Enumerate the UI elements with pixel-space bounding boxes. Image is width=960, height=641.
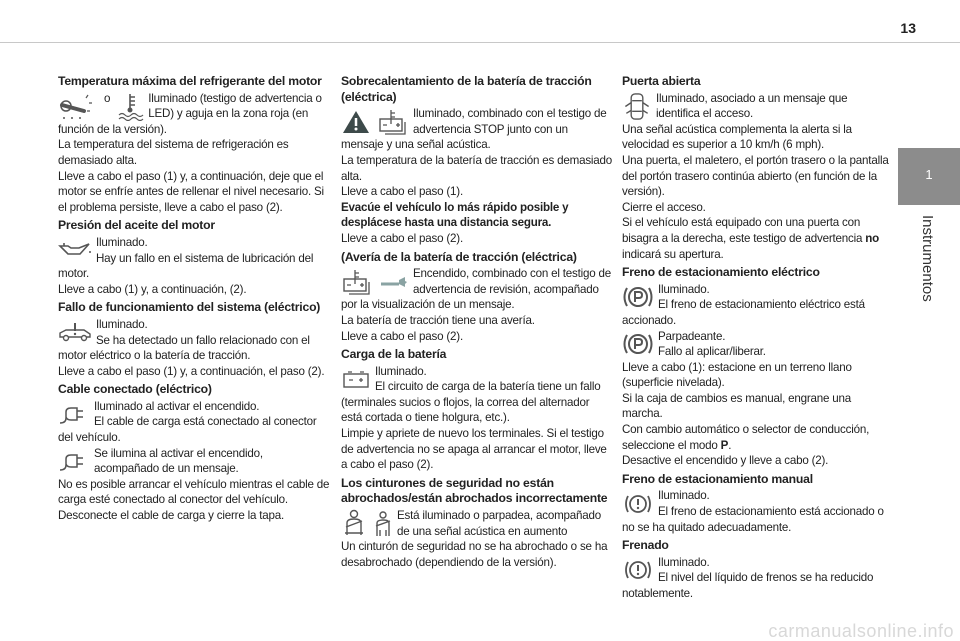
text-segment: No es posible arrancar el vehículo mientras el cable de carga esté conectado al conector del vehículo.	[58, 477, 330, 507]
paragraph	[58, 508, 330, 524]
text-segment: La temperatura de la batería de tracción es demasiado alta.	[341, 153, 613, 183]
bold-text: P	[720, 438, 729, 452]
bold-text: no	[865, 231, 880, 245]
paragraph	[58, 137, 330, 168]
paragraph	[622, 122, 892, 153]
text-segment: Iluminado.	[658, 282, 710, 296]
paragraph	[341, 508, 613, 539]
paragraph	[58, 282, 330, 298]
icon-group	[622, 555, 654, 586]
icon-group	[341, 106, 409, 137]
paragraph	[58, 446, 330, 477]
text-segment: indicará su apertura.	[622, 247, 724, 261]
icon-group	[58, 399, 90, 430]
column-1	[58, 74, 330, 527]
text-segment: Si el vehículo está equipado con una puerta con bisagra a la derecha, este testigo de advertencia	[622, 216, 866, 245]
paragraph	[341, 426, 613, 473]
oil-can-icon	[58, 240, 92, 260]
icon-group	[622, 488, 654, 519]
paragraph	[622, 282, 892, 329]
warning-section	[58, 74, 330, 215]
chapter-tab-number: 1	[925, 167, 933, 182]
column-2	[341, 74, 613, 573]
paragraph	[622, 555, 892, 602]
text-segment: Lleve a cabo (1): estacione en un terreno llano (superficie nivelada).	[622, 360, 852, 390]
parking-brake-p-icon	[622, 284, 654, 310]
text-segment: El freno de estacionamiento está accionado o no se ha quitado adecuadamente.	[622, 505, 884, 534]
text-segment: Hay un fallo en el sistema de lubricación del motor.	[58, 251, 314, 281]
text-segment: Desactive el encendido y lleve a cabo (2).	[622, 454, 829, 468]
paragraph	[58, 399, 330, 446]
text-segment: Lleve a cabo el paso (1) y, a continuación, el paso (2).	[58, 364, 325, 378]
warning-section	[341, 250, 613, 345]
or-label: o	[104, 91, 111, 105]
text-segment: Lleve a cabo el paso (1).	[341, 185, 463, 199]
text-segment: Iluminado.	[375, 364, 427, 378]
section-heading: Fallo de funcionamiento del sistema (eléctrico)	[58, 300, 321, 315]
warning-section	[622, 472, 892, 535]
warning-section	[341, 476, 613, 571]
warning-section	[341, 74, 613, 247]
icon-group	[58, 91, 144, 122]
charging-plug-icon	[58, 403, 90, 425]
text-segment: El freno de estacionamiento eléctrico está accionado.	[622, 298, 865, 327]
page-number: 13	[900, 20, 916, 36]
paragraph	[622, 91, 892, 122]
warning-section	[622, 74, 892, 262]
text-segment: Cierre el acceso.	[622, 200, 706, 214]
text-segment: Fallo al aplicar/liberar.	[658, 345, 766, 359]
watermark: carmanualsonline.info	[768, 621, 954, 641]
warning-section	[58, 300, 330, 379]
text-segment: Una puerta, el maletero, el portón trasero o la pantalla del portón trasero continúa abierto (en función de la versión).	[622, 153, 889, 199]
paragraph	[622, 391, 892, 422]
paragraph	[341, 266, 613, 313]
icon-group	[341, 266, 409, 297]
paragraph	[58, 364, 330, 380]
icon-group	[622, 282, 654, 313]
seatbelt-small-icon	[373, 510, 393, 538]
charging-plug-icon	[58, 450, 90, 472]
text-segment: Si la caja de cambios es manual, engrane una marcha.	[622, 391, 852, 421]
text-segment: Lleve a cabo el paso (2).	[341, 329, 463, 343]
warning-section	[58, 218, 330, 297]
warning-section	[341, 347, 613, 473]
parking-brake-p-icon	[622, 331, 654, 357]
section-heading: Carga de la batería	[341, 347, 447, 362]
text-segment: Iluminado.	[658, 489, 710, 503]
battery-temperature-icon	[341, 268, 373, 296]
bold-text: Evacúe el vehículo lo más rápido posible y desplácese hasta una distancia segura.	[341, 200, 569, 230]
wrench-icon	[379, 275, 409, 289]
section-heading: Puerta abierta	[622, 74, 701, 88]
brake-warning-icon	[622, 557, 654, 583]
paragraph	[58, 317, 330, 364]
paragraph	[622, 329, 892, 360]
paragraph	[341, 313, 613, 329]
section-heading: Presión del aceite del motor	[58, 218, 215, 233]
paragraph	[341, 106, 613, 153]
section-heading: Frenado	[622, 538, 669, 553]
door-open-icon	[622, 91, 652, 122]
paragraph	[341, 153, 613, 184]
section-heading: Sobrecalentamiento de la batería de tracción (eléctrica)	[341, 74, 592, 104]
brake-warning-icon	[622, 491, 654, 517]
text-segment: Está iluminado o parpadea, acompañado de una señal acústica en aumento	[397, 509, 602, 538]
section-heading: Los cinturones de seguridad no están abrochados/están abrochados incorrectamente	[341, 475, 608, 506]
text-segment: Lleve a cabo el paso (1) y, a continuación, deje que el motor se enfríe antes de rellenar el nivel necesario. Si el problema persiste, lleve a cabo el paso (2).	[58, 169, 324, 214]
text-segment: Iluminado.	[658, 555, 710, 569]
text-segment: Iluminado.	[96, 317, 148, 331]
paragraph	[58, 477, 330, 508]
paragraph	[58, 169, 330, 216]
text-segment: Una señal acústica complementa la alerta si la velocidad es superior a 10 km/h (6 mph).	[622, 122, 852, 152]
icon-group	[622, 329, 654, 360]
text-segment: Iluminado al activar el encendido.	[94, 399, 260, 413]
paragraph	[341, 200, 613, 231]
section-heading: (Avería de la batería de tracción (eléctrica)	[341, 249, 577, 264]
text-segment: Lleve a cabo (1) y, a continuación, (2).	[58, 282, 247, 296]
icon-group	[58, 446, 90, 477]
warning-section	[622, 538, 892, 601]
paragraph	[341, 539, 613, 570]
paragraph	[622, 200, 892, 216]
icon-group	[58, 317, 92, 348]
text-segment: Iluminado, combinado con el testigo de advertencia STOP junto con un mensaje y una señal acústica.	[341, 107, 607, 152]
coolant-gauge-icon	[58, 91, 98, 121]
warning-triangle-icon	[341, 109, 371, 135]
coolant-temperature-icon	[116, 91, 144, 121]
text-segment: El cable de carga está conectado al conector del vehículo.	[58, 415, 317, 445]
text-segment: .	[728, 438, 732, 452]
paragraph	[622, 153, 892, 200]
paragraph	[622, 453, 892, 469]
icon-group	[622, 91, 652, 122]
text-segment: Encendido, combinado con el testigo de advertencia de revisión, acompañado por la visualización de un mensaje.	[341, 267, 612, 312]
paragraph	[341, 329, 613, 345]
text-segment: Iluminado (testigo de advertencia o LED) y aguja en la zona roja (en función de la versión).	[58, 91, 322, 136]
section-heading: Temperatura máxima del refrigerante del motor	[58, 74, 322, 88]
paragraph	[58, 235, 330, 282]
paragraph	[622, 488, 892, 535]
paragraph	[622, 215, 892, 262]
warning-section	[58, 382, 330, 523]
text-segment: Parpadeante.	[658, 329, 726, 343]
text-segment: El circuito de carga de la batería tiene un fallo (terminales sucios o flojos, la correa del alternador está cortada o tiene holgura, etc.).	[341, 380, 601, 425]
paragraph	[622, 360, 892, 391]
paragraph	[58, 91, 330, 138]
text-segment: Iluminado, asociado a un mensaje que identifica el acceso.	[656, 91, 848, 121]
text-segment: El nivel del líquido de frenos se ha reducido notablemente.	[622, 571, 874, 600]
text-segment: La temperatura del sistema de refrigeración es demasiado alta.	[58, 138, 289, 167]
text-segment: Lleve a cabo el paso (2).	[341, 231, 463, 245]
column-3	[622, 74, 892, 605]
text-segment: Se ha detectado un fallo relacionado con el motor eléctrico o la batería de tracción.	[58, 333, 310, 363]
text-segment: Se ilumina al activar el encendido, acompañado de un mensaje.	[94, 446, 263, 476]
paragraph	[341, 231, 613, 247]
battery-icon	[341, 369, 371, 389]
text-segment: Iluminado.	[96, 235, 148, 249]
paragraph	[341, 184, 613, 200]
section-heading: Cable conectado (eléctrico)	[58, 382, 212, 397]
chapter-title: Instrumentos	[919, 215, 936, 302]
text-segment: La batería de tracción tiene una avería.	[341, 313, 535, 327]
section-heading: Freno de estacionamiento eléctrico	[622, 265, 820, 280]
text-segment: Desconecte el cable de carga y cierre la tapa.	[58, 509, 285, 523]
section-heading: Freno de estacionamiento manual	[622, 471, 813, 486]
chapter-tab[interactable]	[898, 148, 960, 205]
text-segment: Un cinturón de seguridad no se ha abrochado o se ha desabrochado (dependiendo de la versión).	[341, 540, 608, 569]
icon-group	[341, 508, 393, 539]
header-divider	[0, 42, 960, 43]
text-segment: Limpie y apriete de nuevo los terminales. Si el testigo de advertencia no se apaga al arrancar el motor, lleve a cabo el paso (2).	[341, 427, 607, 472]
seatbelt-icon	[341, 509, 367, 539]
car-fault-icon	[58, 321, 92, 343]
paragraph	[341, 364, 613, 426]
paragraph	[622, 422, 892, 453]
icon-group	[58, 235, 92, 266]
battery-temperature-icon	[377, 108, 409, 136]
icon-group	[341, 364, 371, 395]
warning-section	[622, 265, 892, 469]
text-segment: Con cambio automático o selector de conducción, seleccione el modo	[622, 423, 870, 452]
